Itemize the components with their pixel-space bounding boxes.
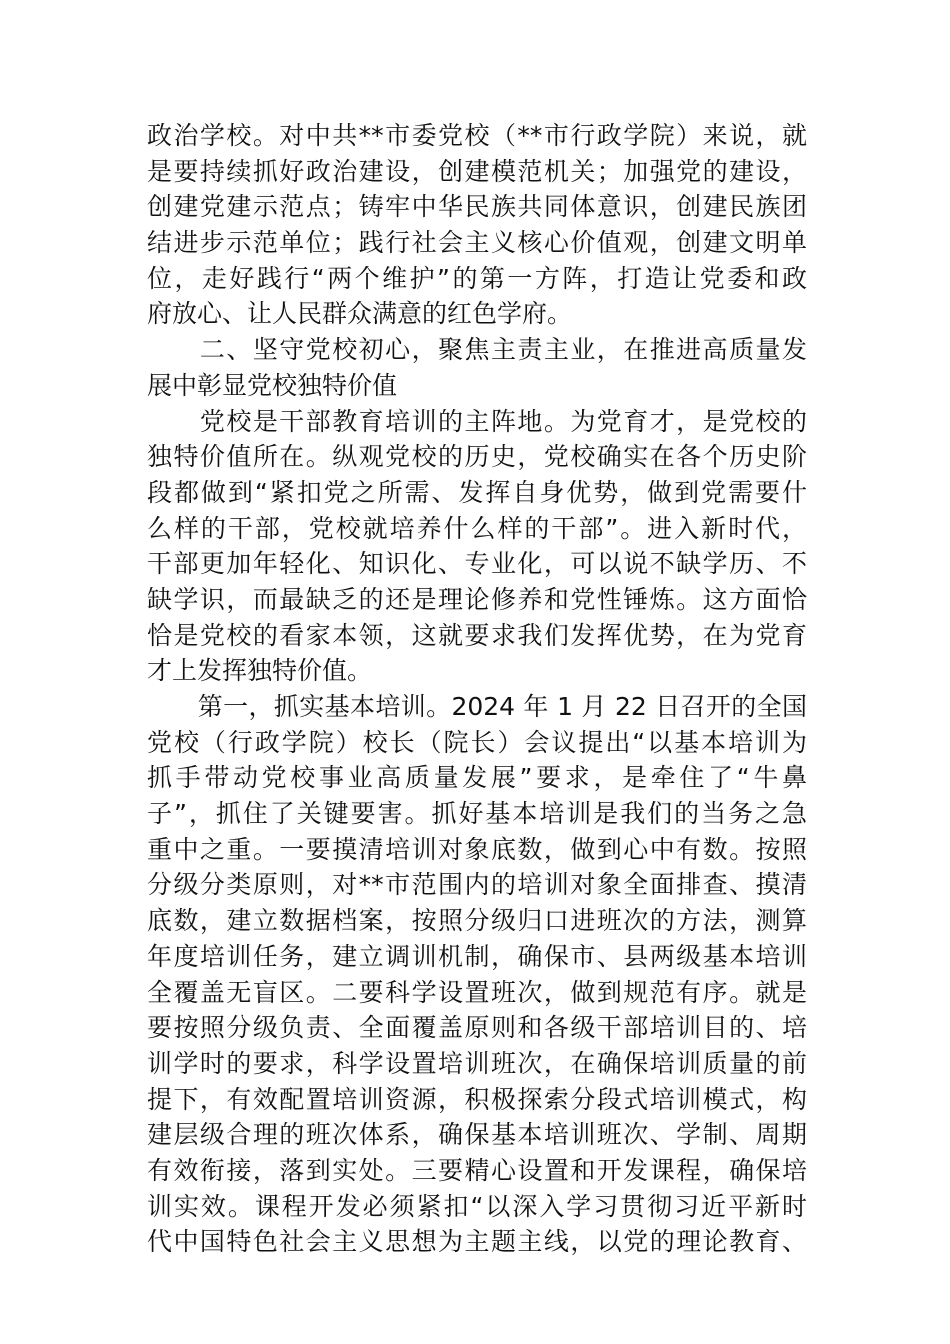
text-line: 有效衔接，落到实处。三要精心设置和开发课程，确保培 — [147, 1155, 807, 1185]
text-line: 么样的干部，党校就培养什么样的干部”。进入新时代， — [147, 513, 807, 543]
text-line: 要按照分级负责、全面覆盖原则和各级干部培训目的、培 — [147, 1013, 807, 1043]
text-line: 重中之重。一要摸清培训对象底数，做到心中有数。按照 — [147, 834, 807, 864]
text-line: 才上发挥独特价值。 — [147, 656, 373, 686]
text-line: 第一，抓实基本培训。2024 年 1 月 22 日召开的全国 — [147, 692, 807, 721]
text-line: 是要持续抓好政治建设，创建模范机关；加强党的建设， — [147, 156, 807, 186]
text-line: 位，走好践行“两个维护”的第一方阵，打造让党委和政 — [147, 263, 807, 293]
text-line: 训实效。课程开发必须紧扣“以深入学习贯彻习近平新时 — [147, 1191, 807, 1221]
text-line: 分级分类原则，对**市范围内的培训对象全面排查、摸清 — [147, 870, 807, 900]
section-heading-line: 展中彰显党校独特价值 — [147, 370, 398, 400]
section-heading-line: 二、坚守党校初心，聚焦主责主业，在推进高质量发 — [147, 335, 807, 365]
text-line: 训学时的要求，科学设置培训班次，在确保培训质量的前 — [147, 1048, 807, 1078]
document-body — [147, 118, 807, 1260]
text-line: 段都做到“紧扣党之所需、发挥自身优势，做到党需要什 — [147, 477, 807, 507]
text-line: 结进步示范单位；践行社会主义核心价值观，创建文明单 — [147, 228, 807, 258]
text-line: 政治学校。对中共**市委党校（**市行政学院）来说，就 — [147, 121, 807, 150]
text-line: 全覆盖无盲区。二要科学设置班次，做到规范有序。就是 — [147, 977, 807, 1007]
text-line: 独特价值所在。纵观党校的历史，党校确实在各个历史阶 — [147, 442, 807, 472]
text-line: 缺学识，而最缺乏的还是理论修养和党性锤炼。这方面恰 — [147, 584, 807, 614]
text-line: 建层级合理的班次体系，确保基本培训班次、学制、周期 — [147, 1120, 807, 1150]
text-line: 年度培训任务，建立调训机制，确保市、县两级基本培训 — [147, 941, 807, 971]
text-line: 子”，抓住了关键要害。抓好基本培训是我们的当务之急 — [147, 799, 807, 829]
text-line: 提下，有效配置培训资源，积极探索分段式培训模式，构 — [147, 1084, 807, 1114]
text-line: 党校（行政学院）校长（院长）会议提出“以基本培训为 — [147, 727, 807, 757]
text-line: 底数，建立数据档案，按照分级归口进班次的方法，测算 — [147, 906, 807, 936]
text-line: 创建党建示范点；铸牢中华民族共同体意识，创建民族团 — [147, 192, 807, 222]
text-line: 抓手带动党校事业高质量发展”要求，是牵住了“牛鼻 — [147, 763, 807, 793]
text-line: 恰是党校的看家本领，这就要求我们发挥优势，在为党育 — [147, 620, 807, 650]
text-line: 干部更加年轻化、知识化、专业化，可以说不缺学历、不 — [147, 549, 807, 579]
text-line: 府放心、让人民群众满意的红色学府。 — [147, 299, 573, 329]
text-line: 代中国特色社会主义思想为主题主线，以党的理论教育、 — [147, 1227, 807, 1257]
text-line: 党校是干部教育培训的主阵地。为党育才，是党校的 — [147, 406, 807, 436]
